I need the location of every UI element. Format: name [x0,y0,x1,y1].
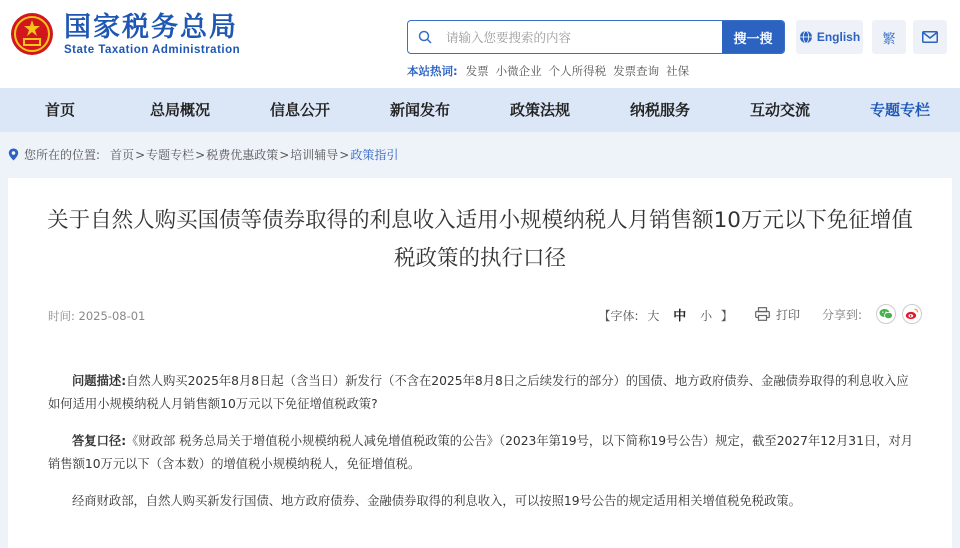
breadcrumb-item[interactable]: 税费优惠政策 [206,148,279,162]
hot-words-label: 本站热词: [407,64,458,78]
logo-title-en: State Taxation Administration [64,44,241,56]
wechat-share-icon[interactable] [876,304,896,324]
article-paragraph [48,370,918,416]
site-header [0,0,960,88]
location-pin-icon [8,148,19,161]
mail-button[interactable] [913,20,947,54]
traditional-chinese-button[interactable]: 繁 [872,20,906,54]
date-label: 时间: [48,309,75,323]
print-button[interactable] [755,306,800,323]
nav-item-home[interactable]: 首页 [44,101,75,119]
hot-word[interactable]: 社保 [666,64,690,78]
search-box [407,20,785,54]
globe-icon [799,30,813,44]
breadcrumb-separator: > [195,147,206,162]
article-paragraph [48,490,918,513]
article-tools [599,304,922,324]
font-size-small[interactable]: 小 [700,308,713,323]
nav-item-policy[interactable]: 政策法规 [509,101,570,119]
breadcrumb-separator: > [339,147,350,162]
paragraph-lead: 答复口径: [72,434,127,448]
nav-item-disclosure[interactable]: 信息公开 [269,101,330,119]
breadcrumb-separator: > [135,147,146,162]
breadcrumb-item[interactable]: 专题专栏 [146,148,195,162]
nav-item-overview[interactable]: 总局概况 [149,101,210,119]
breadcrumb-current[interactable]: 政策指引 [350,148,399,162]
hot-word[interactable]: 发票 [465,64,489,78]
font-size-large[interactable]: 大 [647,308,660,323]
nav-item-tax-service[interactable]: 纳税服务 [629,101,690,119]
nav-item-special-topics[interactable]: 专题专栏 [869,101,930,119]
search-input[interactable] [442,21,722,53]
article-meta [48,308,145,324]
hot-words [407,63,696,79]
paragraph-text: 自然人购买2025年8月8日起（含当日）新发行（不含在2025年8月8日之后续发行的部分）的国债、地方政府债券、金融债券取得的利息收入应如何适用小规模纳税人月销售额10万元以下免征增值税政策? [48,374,909,411]
nav-item-interaction[interactable]: 互动交流 [749,101,810,119]
search-icon [408,21,442,53]
article-card [8,178,952,548]
article-body [48,370,918,527]
breadcrumb-label: 您所在的位置: [24,148,101,162]
print-label: 打印 [775,307,800,322]
english-button[interactable] [796,20,863,54]
hot-word[interactable]: 个人所得税 [548,64,607,78]
hot-word[interactable]: 小微企业 [495,64,542,78]
paragraph-text: 《财政部 税务总局关于增值税小规模纳税人减免增值税政策的公告》（2023年第19号，以下简称19号公告）规定，截至2027年12月31日，对月销售额10万元以下（含本数）的增值税小规模纳税人，免征增值税。 [48,434,914,471]
logo-title-cn: 国家税务总局 [64,12,238,43]
printer-icon [755,307,770,321]
paragraph-text: 经商财政部，自然人购买新发行国债、地方政府债券、金融债券取得的利息收入，可以按照19号公告的规定适用相关增值税免税政策。 [72,494,801,508]
breadcrumb-separator: > [279,147,290,162]
site-logo[interactable] [10,12,240,56]
weibo-share-icon[interactable] [902,304,922,324]
font-size-control [599,305,733,324]
search-button[interactable]: 搜一搜 [722,21,784,53]
share-label: 分享到: [821,307,862,322]
hot-word[interactable]: 发票查询 [613,64,660,78]
breadcrumb [8,146,398,163]
english-label: English [816,30,861,44]
nav-item-news[interactable]: 新闻发布 [389,101,450,119]
article-title: 关于自然人购买国债等债券取得的利息收入适用小规模纳税人月销售额10万元以下免征增值税政策的执行口径 [47,208,913,271]
mail-icon [922,31,938,43]
article-paragraph [48,430,918,476]
breadcrumb-item[interactable]: 首页 [110,148,135,162]
main-nav [0,88,960,132]
font-label-close: 】 [720,308,733,323]
font-size-medium[interactable]: 中 [673,308,687,324]
publish-date: 2025-08-01 [78,309,146,323]
national-emblem-icon [10,12,54,56]
paragraph-lead: 问题描述: [72,374,127,388]
breadcrumb-item[interactable]: 培训辅导 [290,148,339,162]
font-label: 【字体: [598,308,639,323]
